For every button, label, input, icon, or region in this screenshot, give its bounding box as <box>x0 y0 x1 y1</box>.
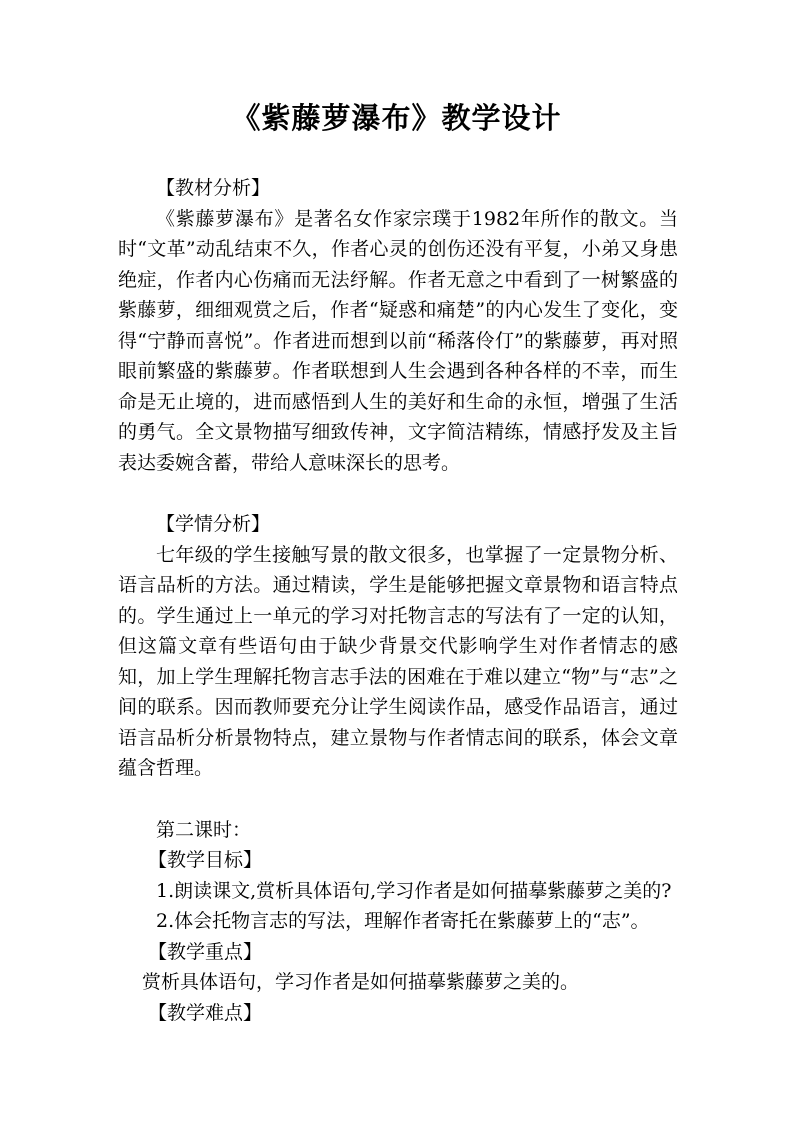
section-heading-teaching-goals: 【教学目标】 <box>148 849 263 871</box>
paragraph-student-analysis: 七年级的学生接触写景的散文很多，也掌握了一定景物分析、语言品析的方法。通过精读，学生是能够把握文章景物和语言特点的。学生通过上一单元的学习对托物言志的写法有了一定的认知，但这篇文章有些语句由于缺少背景交代影响学生对作者情志的感知，加上学生理解托物言志手法的困难在于难以建立“物”与“志”之间的联系。因而教师要充分让学生阅读作品，感受作品语言，通过语言品析分析景物特点，建立景物与作者情志间的联系，体会文章蕴含哲理。 <box>118 543 678 779</box>
spacer <box>118 478 678 509</box>
section-heading-key-points: 【教学重点】 <box>148 940 263 963</box>
lesson-label: 第二课时： <box>156 818 252 841</box>
teaching-goal-item: 2.体会托物言志的写法，理解作者寄托在紫藤萝上的“志”。 <box>156 910 650 932</box>
section-heading-textbook-analysis: 【教材分析】 <box>156 177 271 199</box>
document-title: 《紫藤萝瀑布》教学设计 <box>231 101 562 135</box>
key-points-text: 赏析具体语句，学习作者是如何描摹紫藤萝之美的。 <box>142 971 580 993</box>
spacer <box>118 784 678 815</box>
section-heading-student-analysis: 【学情分析】 <box>156 513 271 535</box>
document-body <box>118 173 678 1028</box>
teaching-goal-item: 1.朗读课文,赏析具体语句,学习作者是如何描摹紫藤萝之美的? <box>156 879 672 902</box>
section-heading-difficulties: 【教学难点】 <box>148 1001 263 1024</box>
paragraph-textbook-analysis: 《紫藤萝瀑布》是著名女作家宗璞于1982年所作的散文。当时“文革”动乱结束不久，作者心灵的创伤还没有平复，小弟又身患绝症，作者内心伤痛而无法纾解。作者无意之中看到了一树繁盛的紫藤萝，细细观赏之后，作者“疑惑和痛楚”的内心发生了变化，变得“宁静而喜悦”。作者进而想到以前“稀落伶仃”的紫藤萝，再对照眼前繁盛的紫藤萝。作者联想到人生会遇到各种各样的不幸，而生命是无止境的，进而感悟到人生的美好和生命的永恒，增强了生活的勇气。全文景物描写细致传神，文字简洁精练，情感抒发及主旨表达委婉含蓄，带给人意味深长的思考。 <box>118 207 678 474</box>
